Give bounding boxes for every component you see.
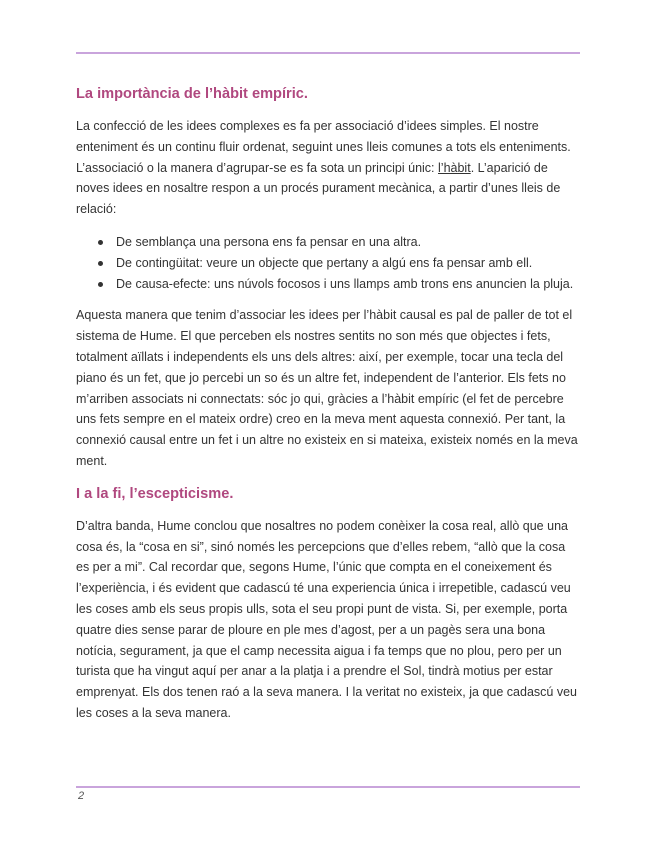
page-number: 2 <box>78 790 85 802</box>
intro-text-start: La confecció de les idees complexes es fa per associació d’idees simples. El nostre enteniment és un continu fluir ordenat, seguint unes lleis comunes a tots els enteniments. L’associació o la manera d’agrupar-se es fa sota un principi únic: <box>76 119 571 175</box>
association-laws-list <box>76 232 580 294</box>
habit-keyword: l’hàbit <box>438 160 471 175</box>
list-item <box>76 274 580 295</box>
list-item-text: De contingüitat: veure un objecte que pertany a algú ens fa pensar amb ell. <box>116 255 533 270</box>
header-rule <box>76 52 580 54</box>
bullet-icon <box>98 240 103 245</box>
list-item-text: De semblança una persona ens fa pensar en una altra. <box>116 234 422 249</box>
habit-body-paragraph: Aquesta manera que tenim d’associar les idees per l’hàbit causal es pal de paller de tot el sistema de Hume. El que perceben els nostres sentits no son més que objectes i fets, totalment aïllats i independents els uns dels altres: així, per exemple, tocar una tecla del piano és un fet, que jo percebi un so és un altre fet, independent de l’anterior. Els fets no m’arriben associats ni connectats: sóc jo qui, gràcies a l’hàbit empíric (el fet de percebre uns fets sempre en el mateix ordre) creo en la meva ment aquesta connexió. Per tant, la connexió causal entre un fet i un altre no existeix en si mateixa, existeix només en la meva ment. <box>76 308 578 468</box>
list-item <box>76 232 580 253</box>
list-item <box>76 253 580 274</box>
bullet-icon <box>98 261 103 266</box>
intro-text-end: . L’aparició de noves idees en nosaltre respon a un procés purament mecànica, a partir d’unes lleis de relació: <box>76 160 561 217</box>
section-heading-scepticism: I a la fi, l’escepticisme. <box>76 485 234 502</box>
scepticism-body-paragraph: D’altra banda, Hume conclou que nosaltres no podem conèixer la cosa real, allò que una cosa és, la “cosa en si”, sinó només les percepcions que d’elles rebem, “allò que la cosa es per a mi”. Cal recordar que, segons Hume, l’únic que compta en el coneixement és l’experiència, i és evident que cadascú té una experiencia única i irrepetible, cadascú veu les coses amb els seus propis ulls, sota el seu propi punt de vista. Si, per exemple, porta quatre dies sense parar de ploure en ple mes d’agost, per a un pagès sera una bona notícia, segurament, ja que el camp necessita aigua i fa temps que no plou, pero per un turista que ha vingut aquí per anar a la platja i a prendre el Sol, tindrà motius per estar emprenyat. Els dos tenen raó a la seva manera. I la veritat no existeix, ja que cadascú veu les coses a la seva manera. <box>76 518 577 720</box>
list-item-text: De causa-efecte: uns núvols focosos i uns llamps amb trons ens anuncien la pluja. <box>116 276 574 291</box>
footer-rule <box>76 786 580 788</box>
intro-paragraph <box>76 116 580 220</box>
section-heading-habit: La importància de l’hàbit empíric. <box>76 86 308 102</box>
bullet-icon <box>98 282 103 287</box>
page-content <box>76 84 580 736</box>
